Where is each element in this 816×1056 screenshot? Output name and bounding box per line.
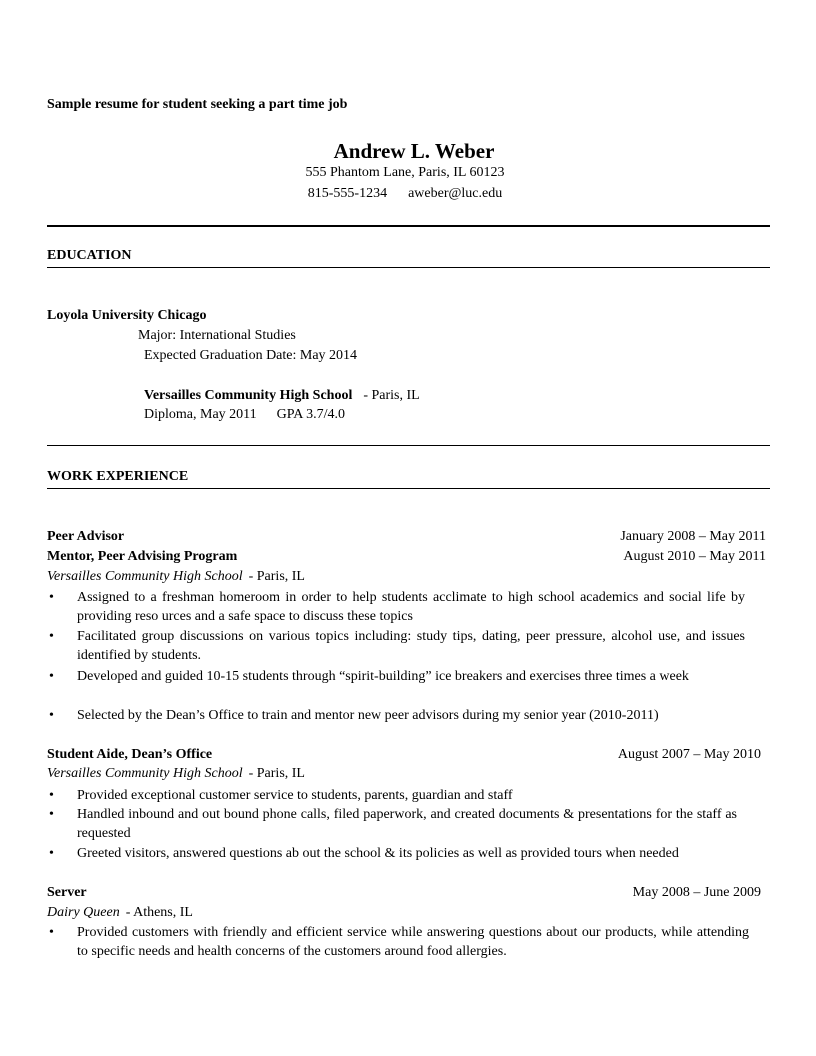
job2-bullet-2: Handled inbound and out bound phone calls, filed paperwork, and created documents & presentations for the staff as requested [77,807,737,841]
job1-bullet-4: Selected by the Dean’s Office to train and mentor new peer advisors during my senior year (2010-2011) [77,708,659,723]
bullet-icon: • [49,788,54,803]
job1-date: January 2008 – May 2011 [620,529,766,544]
school2-details [144,406,345,424]
phone: 815-555-1234 [307,186,388,201]
job3-org-line [47,904,193,922]
bullet-icon: • [49,807,54,822]
job2-date: August 2007 – May 2010 [617,747,761,762]
job1-location: - Paris, IL [248,569,305,584]
job3-bullet-1: Provided customers with friendly and efficient service while answering questions about our products, while attending to specific needs and health concerns of the customers around food allergies. [77,925,749,959]
job1-org: Versailles Community High School [47,569,243,584]
bullet-icon: • [49,669,54,684]
bullet-icon: • [49,590,54,605]
school2-name: Versailles Community High School [144,388,353,403]
job1-bullet-3: Developed and guided 10-15 students through “spirit-building” ice breakers and exercises three times a week [77,669,689,684]
education-divider [47,445,770,446]
bullet-icon: • [49,846,54,861]
job3-title: Server [47,885,87,900]
work-heading: WORK EXPERIENCE [47,469,189,484]
school1-major: Major: International Studies [138,328,296,343]
school2-gpa: GPA 3.7/4.0 [276,407,345,422]
address: 555 Phantom Lane, Paris, IL 60123 [305,165,505,180]
contact-line [0,186,813,202]
bullet-icon: • [49,708,54,723]
job1-bullet-1: Assigned to a freshman homeroom in order to help students acclimate to high school academics and social life by providing reso urces and a safe space to discuss these topics [77,590,745,624]
candidate-name: Andrew L. Weber [333,139,495,163]
job2-bullet-3: Greeted visitors, answered questions ab out the school & its policies as well as provided tours when needed [77,846,679,861]
job2-location: - Paris, IL [248,766,305,781]
bullet-icon: • [49,629,54,644]
job3-org: Dairy Queen [47,905,120,920]
job1-bullet-2: Facilitated group discussions on various topics including: study tips, dating, peer pressure, alcohol use, and issues identified by students. [77,629,745,663]
intro-line: Sample resume for student seeking a part time job [47,97,348,112]
job2-bullet-1: Provided exceptional customer service to students, parents, guardian and staff [77,788,513,803]
job1-title: Peer Advisor [47,529,125,544]
school2-line [144,387,420,405]
school2-diploma: Diploma, May 2011 [144,407,257,422]
job1-title2: Mentor, Peer Advising Program [47,549,238,564]
bullet-icon: • [49,925,54,940]
job2-org-line [47,765,305,783]
job1-org-line [47,568,305,586]
education-underline [47,267,770,268]
job3-date: May 2008 – June 2009 [632,885,761,900]
job2-org: Versailles Community High School [47,766,243,781]
job3-location: - Athens, IL [125,905,193,920]
email: aweber@luc.edu [408,186,503,201]
school1-graduation: Expected Graduation Date: May 2014 [144,348,358,363]
job2-title: Student Aide, Dean’s Office [47,747,213,762]
work-underline [47,488,770,489]
school1-name: Loyola University Chicago [47,308,207,323]
school2-location: - Paris, IL [363,388,420,403]
header-divider [47,225,770,227]
job1-date2: August 2010 – May 2011 [623,549,766,564]
education-heading: EDUCATION [47,248,132,263]
